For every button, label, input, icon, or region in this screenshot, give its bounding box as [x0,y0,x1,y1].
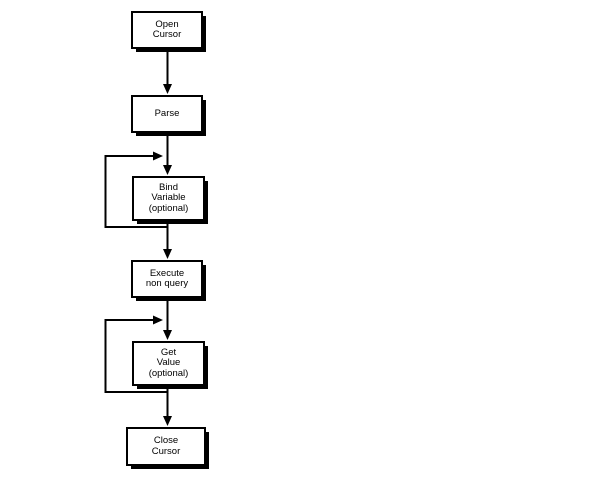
arrow-open-cursor-to-parse [163,49,172,94]
node-parse [131,95,203,133]
node-label-line: Bind [158,181,178,193]
arrow-parse-to-bind-variable [163,133,172,175]
node-get-value [132,341,205,386]
node-label-line: Open [155,18,179,30]
node-label-line: Execute [149,267,185,279]
node-label-line: Value [156,357,181,369]
node-label-line: Cursor [151,445,181,457]
node-label-line: (optional) [148,367,189,379]
node-label-line: Get [160,346,177,358]
node-label-line: Parse [154,107,180,119]
node-execute-non-query [131,260,203,298]
node-label-line: Variable [151,192,186,204]
node-label-line: Close [153,435,179,446]
node-bind-variable [132,176,205,221]
node-label-line: (optional) [148,202,189,214]
node-label-line: non query [145,278,189,289]
node-close-cursor [126,427,206,466]
node-open-cursor [131,11,203,49]
arrow-execute-to-get-value [163,298,172,340]
node-label-line: Cursor [152,29,182,40]
